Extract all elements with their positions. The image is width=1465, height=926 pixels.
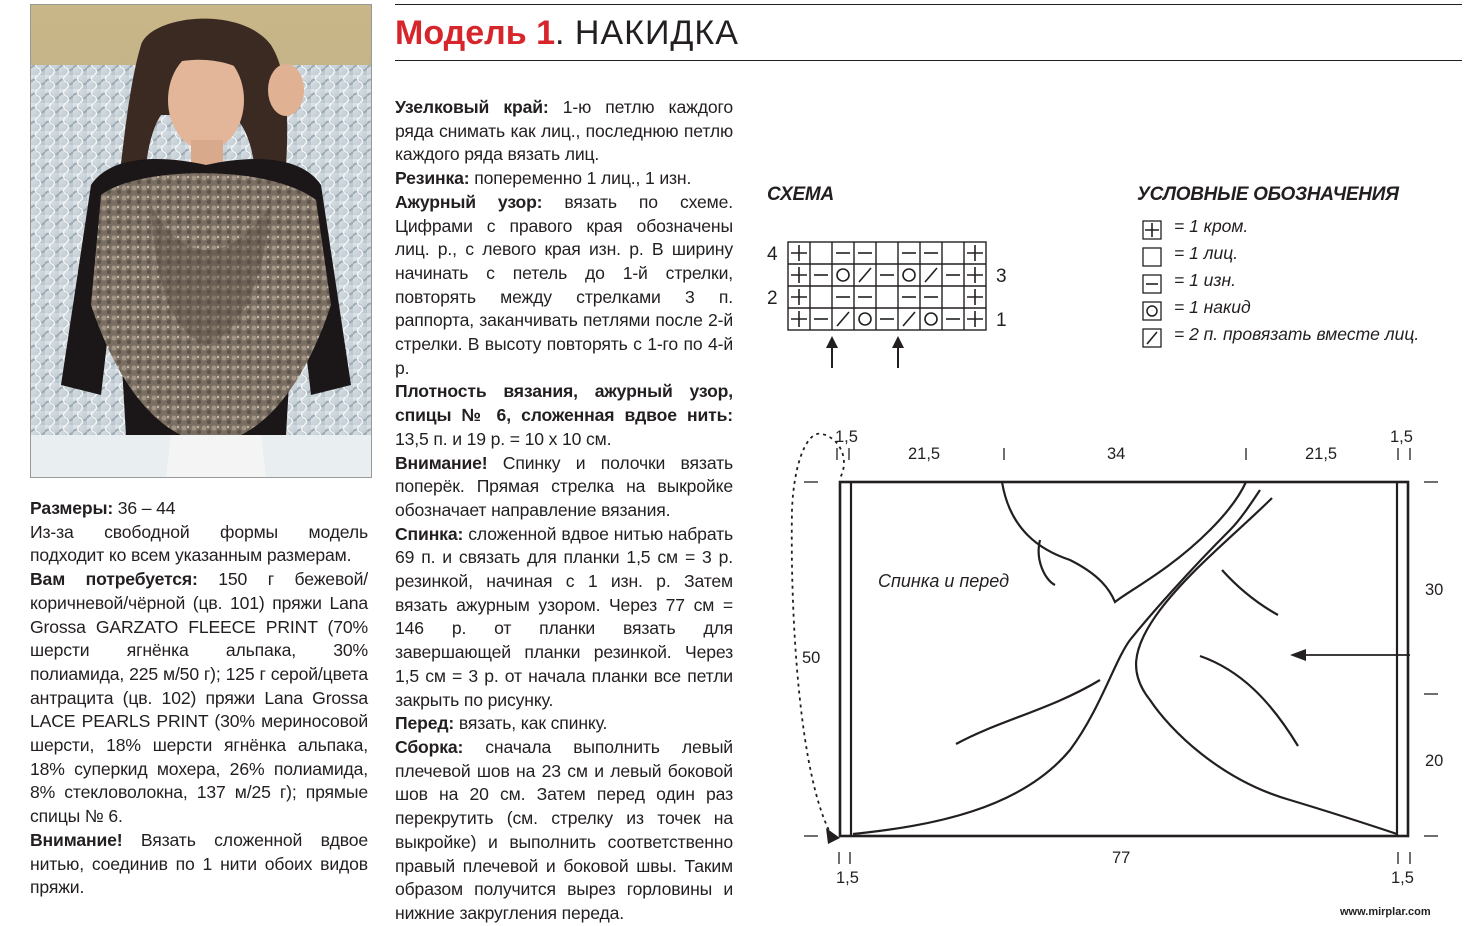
dim-right-20: 20 — [1425, 752, 1444, 770]
attention2-paragraph — [395, 452, 733, 523]
knit-stitch-symbol-icon — [1142, 247, 1162, 267]
twist-arrowhead — [826, 828, 840, 844]
sizes-paragraph — [30, 497, 368, 521]
front-label: Перед: — [395, 713, 455, 734]
edge-text: 1-ю петлю каждого ряда снимать как лиц., последнюю петлю каждого ряда вязать лиц. — [395, 97, 734, 165]
lace-paragraph — [395, 191, 733, 381]
back-label: Спинка: — [395, 523, 464, 544]
dim-bottom-1-5-right: 1,5 — [1391, 869, 1414, 887]
pattern-piece-label: Спинка и перед — [878, 571, 1010, 591]
stitch-chart — [760, 236, 1020, 376]
model-name: НАКИДКА — [574, 14, 739, 52]
legend-text-k2tog: = 2 п. провязать вместе лиц. — [1174, 324, 1420, 344]
knitting-direction-arrowhead — [1290, 649, 1306, 661]
rib-label: Резинка: — [395, 168, 470, 189]
sizes-label: Размеры: — [30, 498, 114, 518]
edge-stitch-symbol-icon — [1142, 220, 1162, 240]
watermark-text: www.mirplar.com — [1340, 906, 1431, 918]
materials-paragraph — [30, 568, 368, 829]
attention2-label: Внимание! — [395, 452, 488, 473]
purl-stitch-symbol-icon — [1142, 274, 1162, 294]
title-bottom-rule — [395, 60, 1462, 61]
attention-label: Внимание! — [30, 829, 123, 850]
legend-text-yarnover: = 1 накид — [1174, 297, 1251, 317]
edge-paragraph — [395, 96, 733, 167]
fit-paragraph — [30, 521, 368, 568]
yarn-over-symbol-icon — [1142, 301, 1162, 321]
dim-top-21-5-right: 21,5 — [1305, 445, 1338, 463]
dim-top-34: 34 — [1107, 445, 1126, 463]
model-photo — [30, 4, 372, 478]
legend-text-knit: = 1 лиц. — [1174, 243, 1239, 263]
dim-top-21-5-left: 21,5 — [908, 445, 941, 463]
legend-text-edge: = 1 кром. — [1174, 216, 1249, 236]
attention-paragraph — [30, 829, 368, 900]
lace-text: вязать по схеме. Цифрами с правого края обозначены лиц. р., с левого края изн. р. В ширину начинать с петель до 1-й стрелки, повторять между стрелками 3 п. раппорта, заканчивать петлями после 2-й стрелки. В высоту повторять с 1-го по 4-й р. — [395, 191, 733, 378]
chart-row-2: 2 — [767, 288, 778, 309]
dim-left-50: 50 — [802, 649, 821, 667]
back-paragraph — [395, 523, 733, 713]
assembly-text: сначала выполнить левый плечевой шов на 23 см и левый боковой шов на 20 см. Затем перед один раз перекрутить (см. стрелку из точек на выкройке) и выполнить соответственно правый плечевой и боковой швы. Таким образом получится вырез горловины и нижние закругления переда. — [395, 736, 733, 923]
materials-text: 150 г бежевой/коричневой/чёрной (цв. 101) пряжи Lana Grossa GARZATO FLEECE PRINT (70% шерсти ягнёнка альпака, 30% полиамида, 225 м/50 г); 125 г серой/цвета антрацита (цв. 102) пряжи Lana Grossa LACE PEARLS PRINT (30% мериносовой шерсти, 18% шерсти ягнёнка альпака, 18% суперкид мохера, 26% полиамида, 8% стекловолокна, 137 м/25 г); прямые спицы № 6. — [30, 569, 368, 827]
attention-text: Вязать сложенной вдвое нитью, соединив по 1 нити обоих видов пряжи. — [30, 829, 368, 898]
sizes-text: 36 – 44 — [113, 498, 176, 518]
model-photo-illustration — [31, 5, 371, 477]
pattern-schematic — [770, 420, 1460, 890]
rib-text: попеременно 1 лиц., 1 изн. — [469, 168, 692, 189]
twist-arrow — [792, 434, 844, 836]
model-number: Модель 1 — [395, 14, 555, 52]
attention2-text: Спинку и полочки вязать поперёк. Прямая стрелка на выкройке обозначает направление вязания. — [395, 452, 733, 520]
scheme-heading: СХЕМА — [767, 184, 834, 205]
back-text: сложенной вдвое нитью набрать 69 п. и связать для планки 1,5 см = 3 р. резинкой, начиная с 1 изн. р. Затем вязать ажурным узором. Через 77 см = 146 р. от планки вязать для завершающей планки резинкой. Через 1,5 см = 3 р. от начала планки все петли закрыть по рисунку. — [395, 523, 733, 710]
chart-row-3: 3 — [996, 266, 1007, 287]
title-top-rule — [395, 4, 1462, 5]
edge-label: Узелковый край: — [395, 97, 549, 117]
middle-text-column — [395, 96, 733, 926]
pattern-outline — [840, 482, 1408, 836]
assembly-label: Сборка: — [395, 736, 464, 757]
chart-row-4: 4 — [767, 244, 778, 265]
assembly-paragraph — [395, 736, 733, 926]
rib-paragraph — [395, 167, 733, 191]
dim-right-30: 30 — [1425, 581, 1444, 599]
gauge-paragraph — [395, 380, 733, 451]
k2tog-symbol-icon — [1142, 328, 1162, 348]
neckline-curves — [853, 482, 1397, 834]
front-paragraph — [395, 712, 733, 736]
gauge-text: 13,5 п. и 19 р. = 10 х 10 см. — [395, 428, 612, 449]
lace-label: Ажурный узор: — [395, 191, 543, 212]
dim-bottom-77: 77 — [1112, 849, 1131, 867]
front-text: вязать, как спинку. — [454, 713, 608, 734]
left-text-column — [30, 497, 368, 900]
gauge-label: Плотность вязания, ажурный узор, спицы № 6, сложенная вдвое нить: — [395, 381, 733, 426]
legend-text-purl: = 1 изн. — [1174, 270, 1237, 290]
dim-top-1-5-left: 1,5 — [835, 428, 858, 446]
fit-text: Из-за свободной формы модель подходит ко всем указанным размерам. — [30, 521, 368, 566]
title-dot: . — [555, 14, 566, 52]
page-title — [395, 12, 739, 54]
dim-bottom-1-5-left: 1,5 — [836, 869, 859, 887]
legend-heading: УСЛОВНЫЕ ОБОЗНАЧЕНИЯ — [1137, 184, 1399, 205]
dim-top-1-5-right: 1,5 — [1390, 428, 1413, 446]
materials-label: Вам потребуется: — [30, 569, 198, 590]
chart-row-1: 1 — [996, 310, 1007, 331]
